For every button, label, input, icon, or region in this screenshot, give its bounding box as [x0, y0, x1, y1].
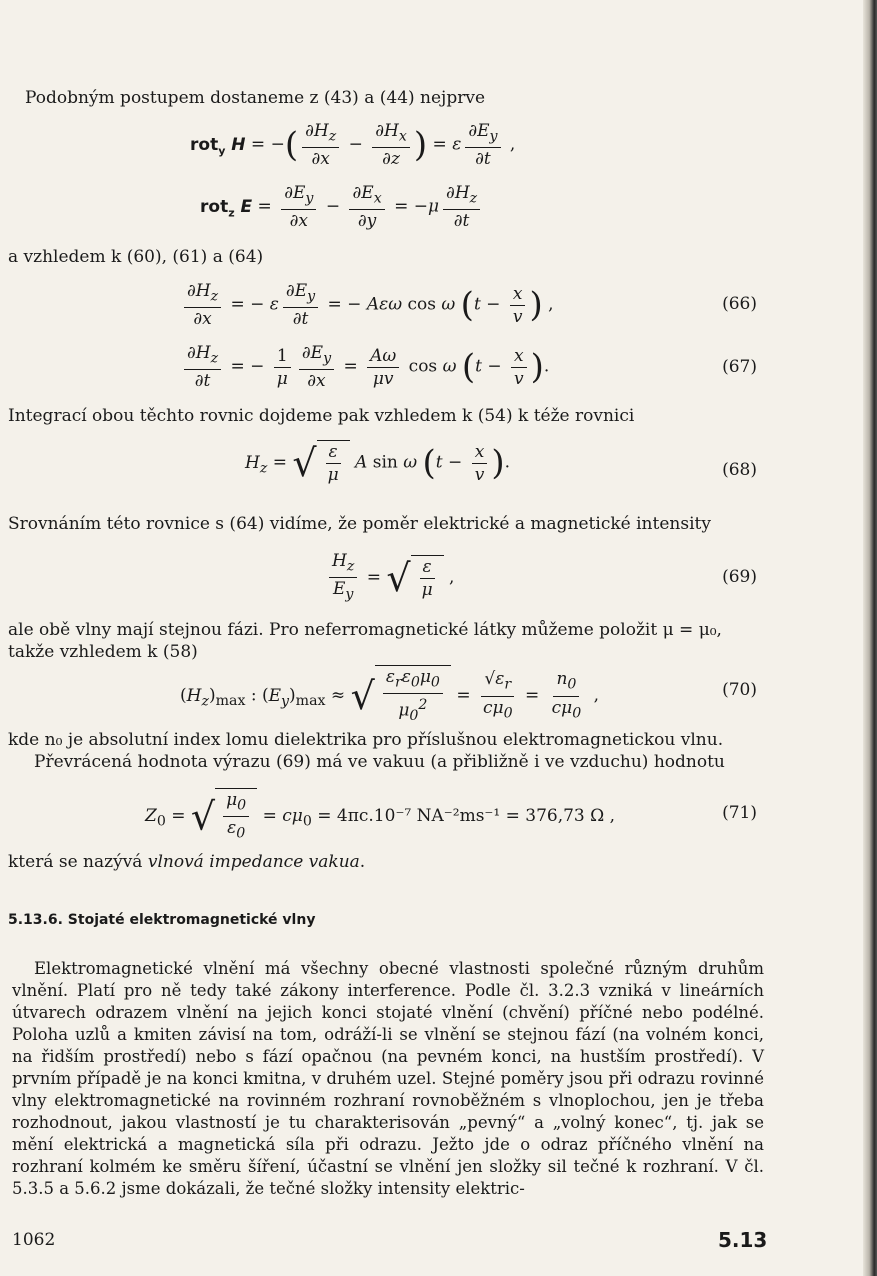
- page-number: 1062: [12, 1230, 56, 1250]
- line-ale: ale obě vlny mají stejnou fázi. Pro neferromagnetické látky můžeme položit μ = μ₀,: [8, 620, 722, 640]
- line-integraci: Integrací obou těchto rovnic dojdeme pak vzhledem k (54) k téže rovnici: [8, 406, 635, 426]
- equation-number-68: (68): [722, 460, 757, 480]
- equation-71-value: = 4πc.10⁻⁷ NA⁻²ms⁻¹ = 376,73 Ω ,: [317, 805, 616, 826]
- equation-rot-h: rot$_y$ H = −( $\frac{\partial H_z}{\partial x}$ − $\frac{\partial H_x}{\partial z}$ ) = ε $\frac{\partial E_y}{\partial t}$ ,: [190, 121, 516, 170]
- line-kde: kde n₀ je absolutní index lomu dielektrika pro příslušnou elektromagnetickou vlnu.: [8, 730, 724, 750]
- line-ktera: která se nazývá vlnová impedance vakua.: [8, 852, 366, 872]
- line-prevracena: Převrácená hodnota výrazu (69) má ve vakuu (a přibližně i ve vzduchu) hodnotu: [34, 752, 725, 772]
- equation-number-66: (66): [722, 294, 757, 314]
- equation-69: $\frac{H_z}{E_y}$ = √ $\frac{\varepsilon}{\mu}$ ,: [325, 550, 454, 606]
- intro-line: Podobným postupem dostaneme z (43) a (44) nejprve: [25, 88, 486, 108]
- equation-67: $\frac{\partial H_z}{\partial t}$ = − $\frac{1}{\mu}$ $\frac{\partial E_y}{\partial x}$ = $\frac{A\omega}{\mu v}$ cos ω (t − $\frac{x}{v}$ ).: [180, 342, 549, 392]
- line-srovnanim: Srovnáním této rovnice s (64) vidíme, že poměr elektrické a magnetické intensity: [8, 514, 711, 534]
- equation-number-67: (67): [722, 357, 757, 377]
- section-number: 5.13: [718, 1228, 768, 1252]
- equation-68: $H_z$ = √ $\frac{\varepsilon}{\mu}$ A sin ω (t − $\frac{x}{v}$ ).: [245, 441, 510, 485]
- equation-66: $\frac{\partial H_z}{\partial x}$ = − ε $\frac{\partial E_y}{\partial t}$ = − Aεω cos ω (t − $\frac{x}{v}$ ) ,: [180, 280, 554, 330]
- equation-number-69: (69): [722, 567, 757, 587]
- equation-70: $(H_z)_{max}$ : $(E_y)_{max}$ ≈ √ $\frac{\varepsilon_r\varepsilon_0\mu_0}{\mu_0^2}$ = $\frac{√\varepsilon_r}{c\mu_0}$ = $\frac{n_0}{c\mu_0}$ ,: [180, 665, 599, 727]
- equation-rot-e: rot$_z$ E = $\frac{\partial E_y}{\partial x}$ − $\frac{\partial E_x}{\partial y}$ = −μ $\frac{\partial H_z}{\partial t}$: [200, 182, 484, 232]
- page-binding-edge: [863, 0, 877, 1276]
- equation-71: $Z_0$ = √ $\frac{\mu_0}{\varepsilon_0}$ = $c\mu_0 = 4\pi c.10^{-7}$ NA⁻²ms⁻¹ = 376,73 Ω ,: [145, 788, 615, 845]
- line-takze: takže vzhledem k (58): [8, 642, 198, 662]
- line-vzhledem: a vzhledem k (60), (61) a (64): [8, 247, 264, 267]
- section-heading: 5.13.6. Stojaté elektromagnetické vlny: [8, 912, 316, 928]
- equation-number-70: (70): [722, 680, 757, 700]
- body-paragraph: Elektromagnetické vlnění má všechny obecné vlastnosti společné různým druhům vlnění. Platí pro ně tedy také zákony interference. Podle čl. 3.2.3 vzniká v lineárních útvarech odrazem vlnění na jejich konci stojaté vlnění (chvění) příčné nebo podélné. Poloha uzlů a kmiten závisí na tom, odráží-li se vlnění se stejnou fází (na volném konci, na řidším prostředí) nebo s fází opačnou (na pevném konci, na hustším prostředí). V prvním případě je na konci kmitna, v druhém uzel. Stejné poměry jsou při odrazu rovinné vlny elektromagnetické na rovinném rozhraní rovnoběžném s vlnoplochou, jen je třeba rozhodnout, jakou vlastností je tu charakterisován „pevný“ a „volný konec“, tj. jak se mění elektrická a magnetická síla při odrazu. Ježto jde o odraz příčného vlnění na rozhraní kolmém ke směru šíření, účastní se vlnění jen složky sil tečné k rozhraní. V čl. 5.3.5 a 5.6.2 jsme dokázali, že tečné složky intensity elektric-: [12, 959, 764, 1198]
- equation-number-71: (71): [722, 803, 757, 823]
